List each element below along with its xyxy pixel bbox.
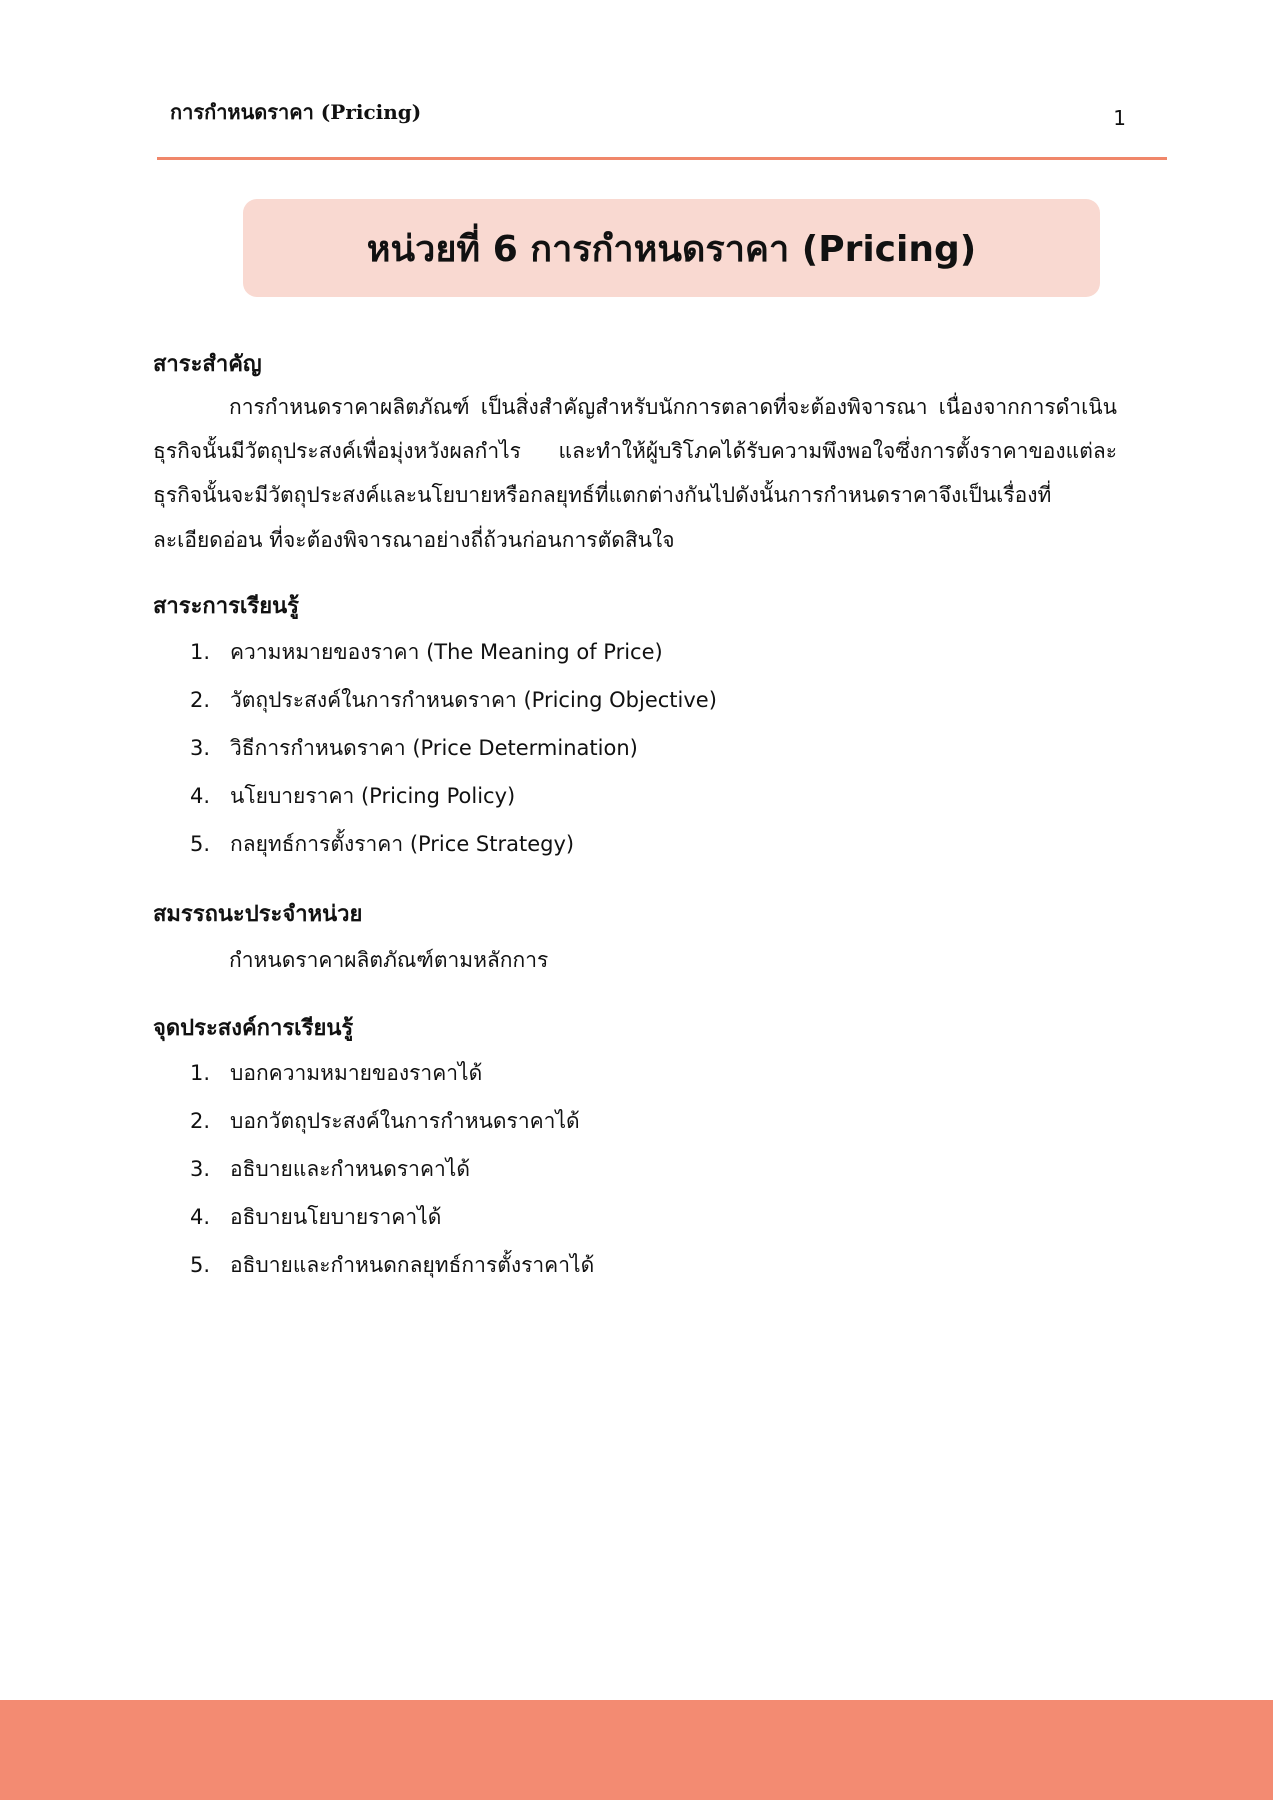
list-item-number: 1. (190, 1061, 211, 1085)
list-item-text: นโยบายราคา (Pricing Policy) (230, 783, 516, 808)
list-item-number: 4. (190, 784, 211, 808)
footer-band (0, 1700, 1273, 1800)
list-item-text: กลยุทธ์การตั้งราคา (Price Strategy) (230, 831, 575, 856)
essence-paragraph-line: การกำหนดราคาผลิตภัณฑ์ เป็นสิ่งสำคัญสำหรับนักการตลาดที่จะต้องพิจารณา เนื่องจากการดำเนิน (229, 395, 1117, 419)
list-item (190, 724, 717, 772)
list-item-number: 4. (190, 1205, 211, 1229)
list-item (190, 1193, 594, 1241)
objectives-list (190, 1049, 594, 1289)
essence-paragraph-line: ธุรกิจนั้นจะมีวัตถุประสงค์และนโยบายหรือกลยุทธ์ที่แตกต่างกันไปดังนั้นการกำหนดราคาจึงเป็นเรื่องที่ (153, 483, 1052, 507)
list-item (190, 1145, 594, 1193)
list-item-number: 3. (190, 736, 211, 760)
list-item-number: 5. (190, 832, 211, 856)
objectives-heading: จุดประสงค์การเรียนรู้ (153, 1016, 354, 1041)
list-item (190, 676, 717, 724)
list-item (190, 772, 717, 820)
list-item (190, 1097, 594, 1145)
unit-title-box (243, 199, 1100, 297)
list-item-number: 3. (190, 1157, 211, 1181)
list-item-text: บอกความหมายของราคาได้ (230, 1060, 483, 1085)
essence-paragraph-line: ละเอียดอ่อน ที่จะต้องพิจารณาอย่างถี่ถ้วนก่อนการตัดสินใจ (153, 528, 675, 552)
unit-title: หน่วยที่ 6 การกำหนดราคา (Pricing) (366, 228, 977, 270)
list-item-text: อธิบายและกำหนดราคาได้ (230, 1156, 470, 1181)
learning-content-list (190, 628, 717, 868)
list-item-text: ความหมายของราคา (The Meaning of Price) (230, 639, 663, 664)
list-item-number: 2. (190, 1109, 211, 1133)
header-divider (157, 157, 1167, 160)
list-item-text: บอกวัตถุประสงค์ในการกำหนดราคาได้ (230, 1108, 580, 1133)
list-item-text: วิธีการกำหนดราคา (Price Determination) (230, 735, 638, 760)
competency-text: กำหนดราคาผลิตภัณฑ์ตามหลักการ (229, 948, 549, 972)
essence-heading: สาระสำคัญ (153, 352, 262, 377)
list-item (190, 820, 717, 868)
competency-heading: สมรรถนะประจำหน่วย (153, 902, 363, 927)
learning-content-heading: สาระการเรียนรู้ (153, 594, 299, 619)
list-item-text: วัตถุประสงค์ในการกำหนดราคา (Pricing Objective) (230, 687, 717, 712)
list-item (190, 1049, 594, 1097)
page-number: 1 (1113, 106, 1126, 130)
list-item-number: 1. (190, 640, 211, 664)
list-item (190, 1241, 594, 1289)
list-item-number: 2. (190, 688, 211, 712)
essence-paragraph-line: ธุรกิจนั้นมีวัตถุประสงค์เพื่อมุ่งหวังผลกำไร และทำให้ผู้บริโภคได้รับความพึงพอใจซึ่งการตั้งราคาของแต่ละ (153, 439, 1117, 463)
list-item-text: อธิบายนโยบายราคาได้ (230, 1204, 442, 1229)
list-item-text: อธิบายและกำหนดกลยุทธ์การตั้งราคาได้ (230, 1252, 595, 1277)
list-item-number: 5. (190, 1253, 211, 1277)
running-header-title: การกำหนดราคา (Pricing) (170, 100, 422, 124)
list-item (190, 628, 717, 676)
